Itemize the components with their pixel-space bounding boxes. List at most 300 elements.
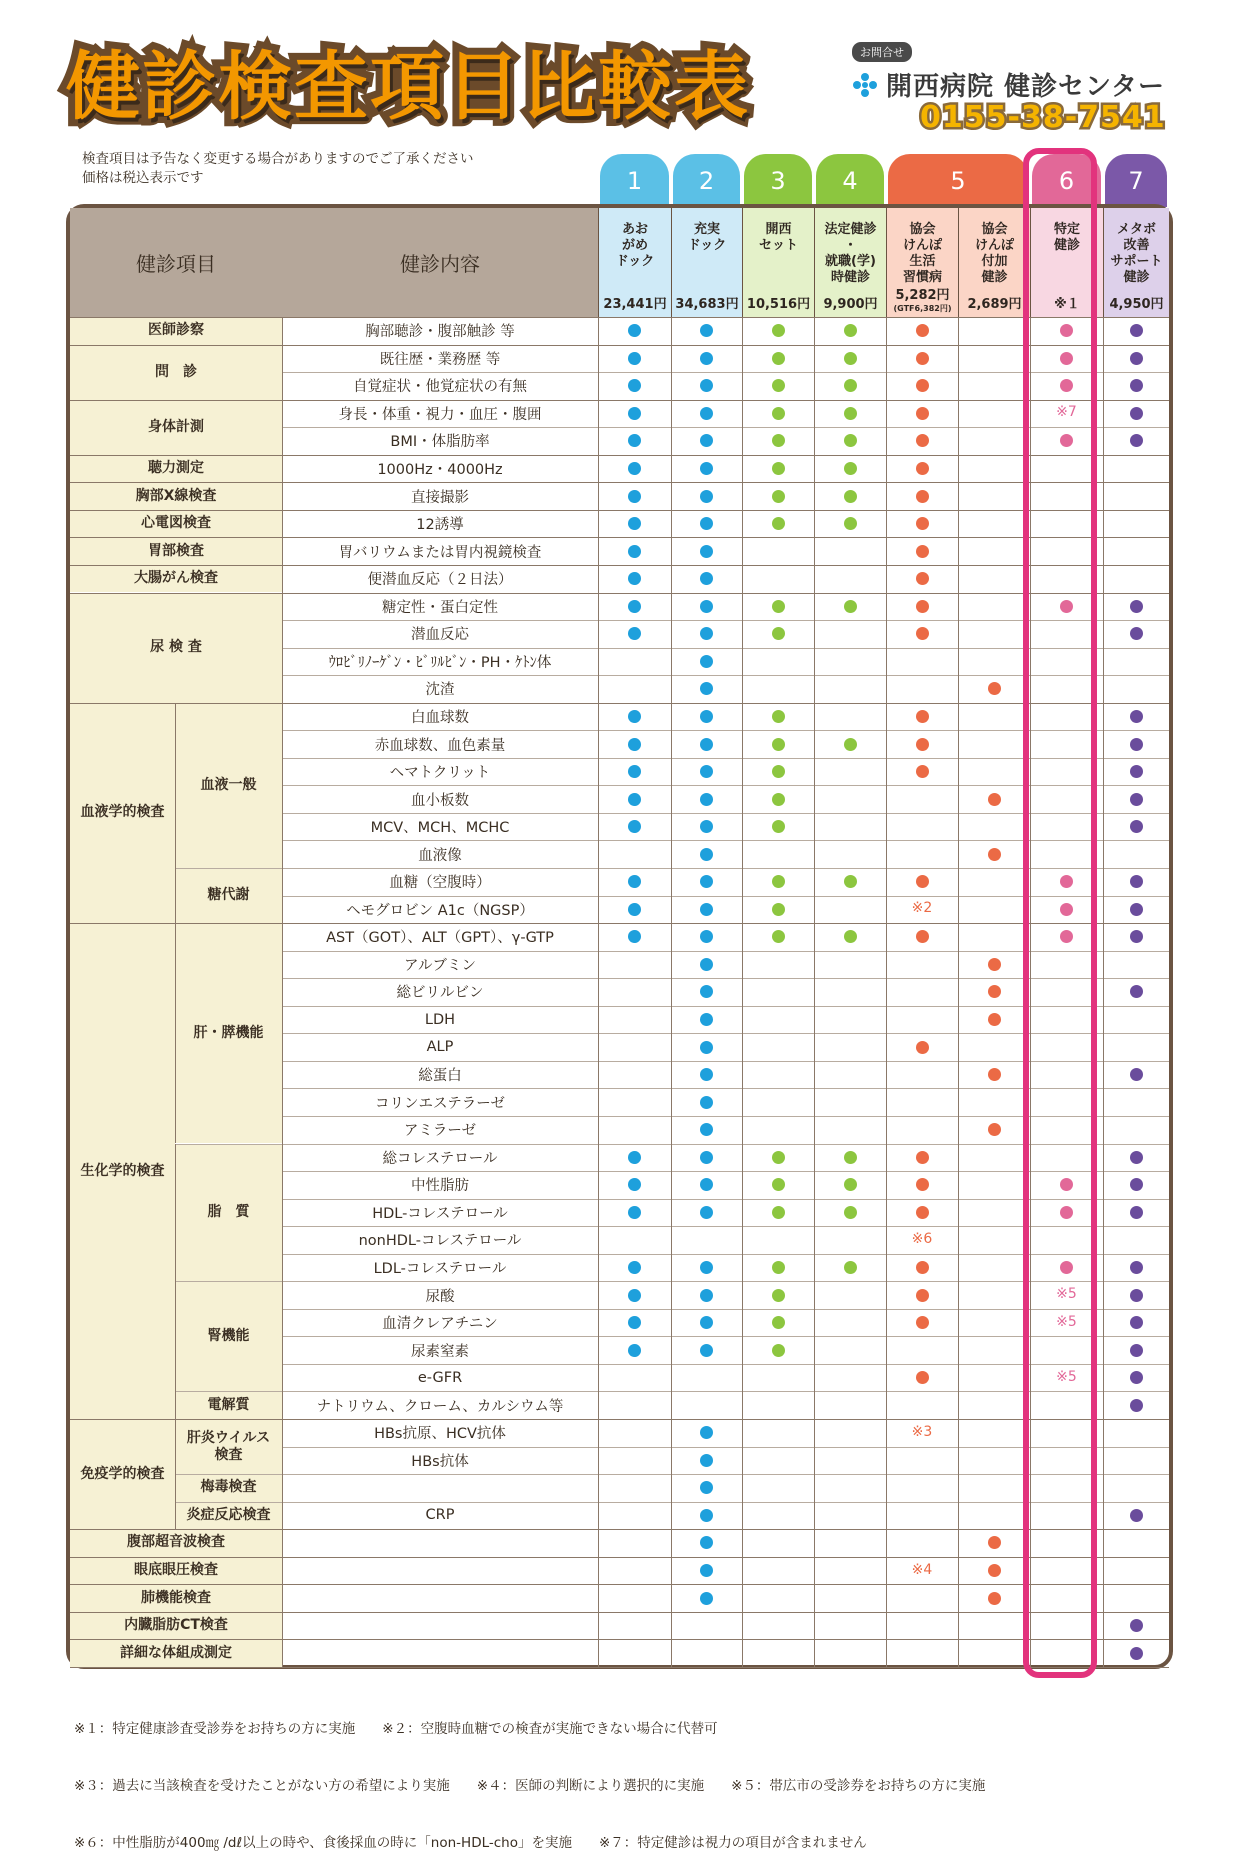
top-notes [82,150,474,188]
included-dot [1130,379,1143,392]
test-item: 血清クレアチニン [382,1316,498,1333]
column-header [742,208,814,317]
included-dot [772,517,785,530]
test-item: 血液像 [418,847,462,864]
included-dot [700,1344,713,1357]
subcategory-label: 電解質 [207,1396,250,1413]
test-item: 総蛋白 [418,1068,462,1085]
included-dot [916,710,929,723]
included-dot [700,407,713,420]
included-dot [844,434,857,447]
category-label: 内臓脂肪CT検査 [124,1617,228,1634]
included-dot [700,600,713,613]
column-tab-7: 7 [1105,154,1167,207]
included-dot [700,1454,713,1467]
included-dot [772,1151,785,1164]
included-dot [700,1316,713,1329]
subcategory-divider [175,868,176,923]
test-item: ALP [426,1039,454,1056]
included-dot [772,710,785,723]
test-item: 赤血球数、血色素量 [374,737,506,754]
included-dot [772,875,785,888]
included-dot [772,407,785,420]
subcategory-divider [175,1502,176,1530]
included-dot [988,1564,1001,1577]
included-dot [1130,1261,1143,1274]
included-dot [772,434,785,447]
included-dot [1060,1261,1073,1274]
included-dot [1130,930,1143,943]
column-price: 23,441円 [603,297,667,312]
included-dot [988,1123,1001,1136]
category-label: 聴力測定 [148,460,204,477]
included-dot [700,462,713,475]
included-dot [916,765,929,778]
row-divider [70,510,1169,511]
test-item: ｳﾛﾋﾞﾘﾉｰｹﾞﾝ・ﾋﾞﾘﾙﾋﾞﾝ・PH・ｹﾄﾝ体 [328,654,552,671]
included-dot [700,1289,713,1302]
footnote-mark: ※4 [911,1561,933,1578]
included-dot [628,545,641,558]
price-note: (GTF6,382円) [893,304,952,313]
included-dot [916,462,929,475]
included-dot [628,710,641,723]
test-item: LDH [424,1011,456,1028]
included-dot [844,1151,857,1164]
test-item: 血糖（空腹時） [389,875,491,892]
included-dot [1130,1068,1143,1081]
included-dot [916,1041,929,1054]
column-divider [814,317,815,1667]
header-item: 健診項目 [136,252,216,276]
included-dot [628,1151,641,1164]
included-dot [916,1206,929,1219]
test-item: e-GFR [417,1369,463,1386]
test-item: LDL-コレステロール [373,1260,507,1277]
test-item: 総コレステロール [382,1150,498,1167]
column-tab-6: 6 [1032,154,1101,207]
column-price: 10,516円 [746,297,811,312]
included-dot [1130,600,1143,613]
included-dot [916,738,929,751]
column-label: メタボ 改善 サポート 健診 [1110,222,1163,285]
included-dot [700,1592,713,1605]
included-dot [772,600,785,613]
included-dot [1130,1151,1143,1164]
included-dot [772,1316,785,1329]
included-dot [844,490,857,503]
included-dot [1130,903,1143,916]
included-dot [700,1013,713,1026]
column-header [671,208,742,317]
included-dot [844,324,857,337]
footnote-mark: ※3 [911,1423,933,1440]
included-dot [700,1206,713,1219]
included-dot [1060,352,1073,365]
column-divider [886,317,887,1667]
included-dot [772,903,785,916]
included-dot [916,490,929,503]
contact-badge: お問合せ [852,42,912,62]
test-item: HBs抗原、HCV抗体 [374,1426,506,1443]
included-dot [988,1013,1001,1026]
test-item: BMI・体脂肪率 [390,434,490,451]
category-label: 腹部超音波検査 [127,1534,225,1551]
subcategory-label: 血液一般 [200,776,257,793]
included-dot [628,1206,641,1219]
included-dot [916,1151,929,1164]
row-divider [70,1529,1169,1530]
test-item [282,1639,598,1667]
category-label: 身体計測 [148,418,204,435]
included-dot [844,738,857,751]
category-label: 肺機能検査 [141,1589,211,1606]
included-dot [772,627,785,640]
included-dot [844,1261,857,1274]
included-dot [772,765,785,778]
included-dot [772,324,785,337]
row-divider [70,923,1169,924]
included-dot [1130,627,1143,640]
included-dot [700,1261,713,1274]
category-label: 免疫学的検査 [80,1465,165,1482]
included-dot [844,352,857,365]
test-item: 直接撮影 [411,489,469,506]
included-dot [988,1068,1001,1081]
included-dot [1130,1178,1143,1191]
test-item: 胸部聴診・腹部触診 等 [365,324,515,341]
price-value: 5,282円 [895,288,950,303]
included-dot [772,1206,785,1219]
test-item: MCV、MCH、MCHC [370,820,510,837]
included-dot [916,1178,929,1191]
header-content: 健診内容 [400,252,480,276]
included-dot [988,1536,1001,1549]
included-dot [1130,324,1143,337]
included-dot [844,462,857,475]
included-dot [1130,1647,1143,1660]
row-divider [70,1667,1169,1668]
column-tab-1: 1 [600,154,669,207]
test-item: HBs抗体 [411,1453,469,1470]
included-dot [844,1206,857,1219]
test-item: 自覚症状・他覚症状の有無 [353,379,527,396]
column-label: 協会 けんぽ 付加 健診 [974,222,1014,285]
subcategory-divider [175,1281,176,1391]
included-dot [1130,875,1143,888]
included-dot [988,1592,1001,1605]
column-divider [671,317,672,1667]
test-item: ナトリウム、クローム、カルシウム等 [316,1398,564,1415]
included-dot [844,875,857,888]
included-dot [700,765,713,778]
test-item: nonHDL-コレステロール [358,1233,522,1250]
included-dot [916,379,929,392]
subcategory-label: 腎機能 [207,1327,250,1344]
included-dot [916,600,929,613]
included-dot [628,462,641,475]
category-label: 心電図検査 [141,515,211,532]
column-header [598,208,671,317]
test-item: 潜血反応 [411,627,469,644]
included-dot [700,1151,713,1164]
category-label: 問 診 [155,363,197,380]
included-dot [916,930,929,943]
included-dot [988,682,1001,695]
footnote-line: ※１：特定健康診査受診券をお持ちの方に実施 ※２：空腹時血糖での検査が実施できない場合に代替可 [74,1721,718,1737]
footnote-mark: ※7 [1056,404,1077,421]
included-dot [844,1178,857,1191]
row-divider [70,1584,1169,1585]
subcategory-label: 肝炎ウイルス 検査 [186,1429,271,1463]
column-label: 法定健診 ・ 就職(学) 時健診 [824,222,877,285]
included-dot [628,490,641,503]
subcategory-label: 脂 質 [207,1203,250,1220]
included-dot [700,738,713,751]
included-dot [1130,820,1143,833]
column-tab-5: 5 [888,154,1028,207]
column-price: ※１ [1054,297,1080,312]
column-price: 34,683円 [675,297,739,312]
column-label: 特定 健診 [1053,222,1080,253]
column-divider [1103,317,1104,1667]
included-dot [772,462,785,475]
hospital-block [852,66,1165,103]
test-item: 糖定性・蛋白定性 [382,599,498,616]
footnote-mark: ※5 [1056,1286,1077,1303]
subcategory-label: 糖代謝 [207,887,250,904]
included-dot [628,1289,641,1302]
category-label: 詳細な体組成測定 [120,1644,232,1661]
row-divider [70,537,1169,538]
included-dot [628,738,641,751]
included-dot [628,1261,641,1274]
included-dot [1130,765,1143,778]
test-item: 便潜血反応（２日法） [367,572,513,589]
included-dot [628,352,641,365]
included-dot [772,1261,785,1274]
included-dot [1060,903,1073,916]
row-divider [70,565,1169,566]
included-dot [916,1316,929,1329]
column-header [958,208,1030,317]
included-dot [700,1096,713,1109]
category-label: 大腸がん検査 [134,570,218,587]
test-item: コリンエステラーゼ [375,1095,505,1112]
included-dot [772,1289,785,1302]
column-label: 充実 ドック [687,222,727,253]
test-item [282,1557,598,1585]
included-dot [772,352,785,365]
included-dot [772,1178,785,1191]
footnote-mark: ※5 [1056,1313,1077,1330]
test-item: 白血球数 [411,709,469,726]
test-item: 尿素窒素 [411,1343,469,1360]
column-tab-3: 3 [744,154,812,207]
footnote-mark: ※6 [911,1230,933,1247]
test-item: AST（GOT）、ALT（GPT）、γ-GTP [326,930,554,947]
test-item: 血小板数 [411,792,469,809]
subcategory-divider [175,1419,176,1474]
subcategory-label: 炎症反応検査 [186,1506,271,1523]
included-dot [1130,352,1143,365]
included-dot [1130,793,1143,806]
category-label: 生化学的検査 [80,1162,165,1179]
included-dot [772,490,785,503]
subcategory-divider [175,1474,176,1502]
test-item: 身長・体重・視力・血圧・腹囲 [338,406,542,423]
row-divider [70,1557,1169,1558]
test-item: CRP [425,1507,455,1524]
included-dot [628,1344,641,1357]
included-dot [1130,1371,1143,1384]
page-title: 健診検査項目比較表 [66,44,750,130]
included-dot [628,1316,641,1329]
phone-number: 0155-38-7541 [920,100,1166,135]
included-dot [916,1261,929,1274]
row-divider [70,1612,1169,1613]
test-item: HDL-コレステロール [372,1205,508,1222]
included-dot [628,600,641,613]
included-dot [700,1041,713,1054]
column-divider [742,317,743,1667]
included-dot [700,545,713,558]
included-dot [700,793,713,806]
included-dot [1060,1206,1073,1219]
included-dot [700,710,713,723]
included-dot [1130,1619,1143,1632]
footnote-line: ※３：過去に当該検査を受けたことがない方の希望により実施 ※４：医師の判断により選択的に実施 ※５：帯広市の受診券をお持ちの方に実施 [74,1778,986,1794]
subcategory-label: 肝・膵機能 [193,1024,264,1041]
test-item: 中性脂肪 [411,1178,469,1195]
included-dot [700,655,713,668]
row-divider [70,1639,1169,1640]
subcategory-divider [175,1144,176,1282]
test-item: 沈渣 [425,682,455,699]
included-dot [628,903,641,916]
included-dot [700,1564,713,1577]
test-item: 胃バリウムまたは胃内視鏡検査 [338,544,542,561]
column-header [1030,208,1103,317]
included-dot [916,627,929,640]
row-divider [70,703,1169,704]
row-divider [70,455,1169,456]
category-label: 血液学的検査 [80,804,165,821]
included-dot [844,600,857,613]
included-dot [628,407,641,420]
included-dot [844,379,857,392]
included-dot [1130,1206,1143,1219]
included-dot [700,352,713,365]
included-dot [916,545,929,558]
column-label: あお がめ ドック [615,222,655,269]
included-dot [628,793,641,806]
test-item: 既往歴・業務歴 等 [379,351,501,368]
included-dot [916,517,929,530]
included-dot [1130,1509,1143,1522]
included-dot [916,875,929,888]
included-dot [1130,434,1143,447]
included-dot [700,1509,713,1522]
row-divider [70,400,1169,401]
included-dot [772,930,785,943]
footnote-mark: ※2 [911,900,933,917]
row-divider [70,317,1169,318]
column-divider [958,317,959,1667]
included-dot [1130,1289,1143,1302]
test-item: 12誘導 [416,517,464,534]
category-label: 尿 検 査 [150,639,202,656]
column-header [886,208,958,317]
included-dot [1130,1344,1143,1357]
subcategory-divider [175,703,176,868]
category-label: 医師診察 [148,322,204,339]
included-dot [772,738,785,751]
category-label: 胸部X線検査 [135,487,217,504]
subcategory-divider [175,923,176,1143]
included-dot [844,517,857,530]
test-item: 1000Hz・4000Hz [377,462,503,479]
test-item: アミラーゼ [403,1123,477,1140]
footnote-mark: ※5 [1056,1368,1077,1385]
column-header [814,208,886,317]
column-tab-4: 4 [816,154,884,207]
included-dot [844,930,857,943]
included-dot [988,958,1001,971]
included-dot [916,324,929,337]
included-dot [1130,1316,1143,1329]
included-dot [700,848,713,861]
column-price [887,288,958,313]
included-dot [916,434,929,447]
row-divider [70,482,1169,483]
included-dot [916,352,929,365]
included-dot [844,407,857,420]
category-label: 眼底眼圧検査 [134,1562,218,1579]
row-divider [70,345,1169,346]
included-dot [628,765,641,778]
test-item: ヘモグロビン A1c（NGSP） [346,902,534,919]
included-dot [916,407,929,420]
test-item [282,1584,598,1612]
column-tab-2: 2 [673,154,740,207]
note-line: 価格は税込表示です [82,170,204,186]
included-dot [1060,600,1073,613]
included-dot [988,848,1001,861]
column-divider [1030,317,1031,1667]
note-line: 検査項目は予告なく変更する場合がありますのでご了承ください [82,151,474,167]
column-label: 協会 けんぽ 生活 習慣病 [902,222,942,285]
subcategory-label: 梅毒検査 [200,1479,257,1496]
subcategory-divider [175,1391,176,1419]
included-dot [1130,738,1143,751]
included-dot [916,572,929,585]
test-item [282,1612,598,1640]
included-dot [772,820,785,833]
column-header [1103,208,1169,317]
included-dot [772,379,785,392]
included-dot [988,793,1001,806]
column-label: 開西 セット [758,222,798,253]
column-price: 2,689円 [967,297,1022,312]
footnotes [74,1682,985,1872]
test-item: 尿酸 [425,1288,455,1305]
included-dot [700,903,713,916]
included-dot [916,1371,929,1384]
included-dot [772,793,785,806]
included-dot [1130,710,1143,723]
column-price: 9,900円 [823,297,878,312]
